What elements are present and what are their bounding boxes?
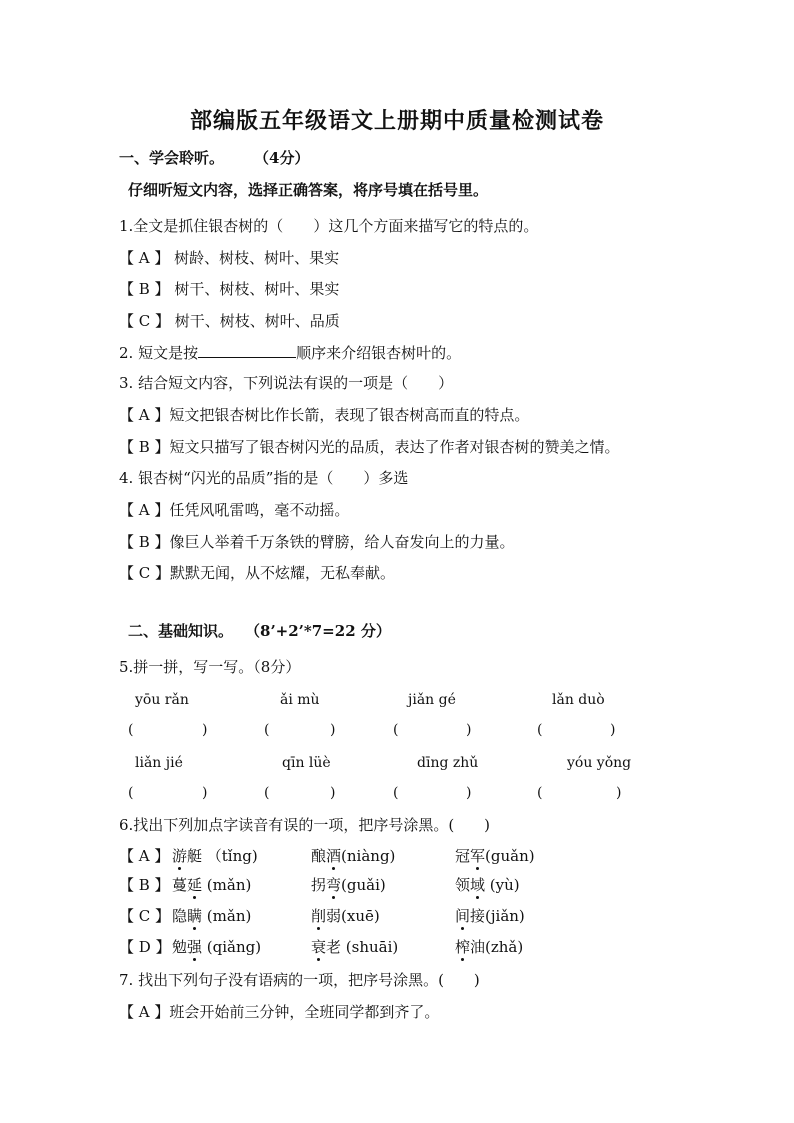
question-2-before: 2. 短文是按 <box>119 344 199 362</box>
question-1: 1.全文是抓住银杏树的（ ）这几个方面来描写它的特点的。 <box>119 217 539 235</box>
question-6-word <box>311 875 386 895</box>
word-text: 接(jiǎn) <box>470 907 525 925</box>
question-6-option-label: 【 B 】 <box>119 876 170 894</box>
question-1-option-b: 【 B 】 树干、树枝、树叶、果实 <box>119 280 340 298</box>
question-6-word <box>172 875 251 895</box>
word-text: (guǎn) <box>485 847 535 865</box>
dotted-character: 间 <box>455 907 471 925</box>
question-4-option-c: 【 C 】默默无闻，从不炫耀，无私奉献。 <box>119 564 396 582</box>
answer-box-open: ( <box>393 722 399 738</box>
dotted-character: 弯 <box>326 876 342 894</box>
question-6-option-label: 【 A 】 <box>119 847 170 865</box>
dotted-character: 榨 <box>455 938 471 956</box>
pinyin-5: liǎn jié <box>135 755 183 771</box>
dotted-character: 游 <box>172 847 188 865</box>
question-6-word <box>455 937 523 957</box>
question-6: 6.找出下列加点字读音有误的一项，把序号涂黑。( ) <box>119 816 491 834</box>
word-text: 蔓 <box>172 876 188 894</box>
answer-box-open: ( <box>393 785 399 801</box>
answer-box-open: ( <box>264 785 270 801</box>
question-6-word <box>172 937 261 957</box>
question-4-option-a: 【 A 】任凭风吼雷鸣，毫不动摇。 <box>119 501 350 519</box>
word-text: 弱(xuē) <box>326 907 380 925</box>
question-6-word <box>455 906 525 926</box>
question-6-word <box>455 875 520 895</box>
question-6-word <box>311 906 380 926</box>
word-text: 领 <box>455 876 471 894</box>
word-text: 拐 <box>311 876 327 894</box>
dotted-character: 衰 <box>311 938 327 956</box>
dotted-character: 军 <box>470 847 486 865</box>
section-2-title: 二、基础知识。 <box>128 622 234 640</box>
question-3-option-b: 【 B 】短文只描写了银杏树闪光的品质，表达了作者对银杏树的赞美之情。 <box>119 438 620 456</box>
pinyin-3: jiǎn gé <box>408 692 456 708</box>
dotted-character: 削 <box>311 907 327 925</box>
question-6-word <box>455 846 535 866</box>
answer-box-close: ) <box>616 785 622 801</box>
dotted-character: 瞒 <box>187 907 203 925</box>
dotted-character: 强 <box>187 938 203 956</box>
word-text: 艇 （tǐng) <box>187 847 258 865</box>
answer-box-close: ) <box>466 722 472 738</box>
word-text: 隐 <box>172 907 188 925</box>
pinyin-4: lǎn duò <box>552 692 605 708</box>
answer-box-close: ) <box>610 722 616 738</box>
question-3-option-a: 【 A 】短文把银杏树比作长箭，表现了银杏树高而直的特点。 <box>119 406 530 424</box>
answer-box-open: ( <box>537 785 543 801</box>
question-2-after: 顺序来介绍银杏树叶的。 <box>296 344 462 362</box>
dotted-character: 酒 <box>326 847 342 865</box>
pinyin-1: yōu rǎn <box>135 692 189 708</box>
question-1-option-a: 【 A 】 树龄、树枝、树叶、果实 <box>119 249 340 267</box>
answer-box-open: ( <box>128 722 134 738</box>
dotted-character: 延 <box>187 876 203 894</box>
question-6-option-label: 【 C 】 <box>119 907 171 925</box>
word-text: (yù) <box>485 876 520 894</box>
answer-box-open: ( <box>264 722 270 738</box>
answer-box-close: ) <box>466 785 472 801</box>
answer-box-close: ) <box>202 722 208 738</box>
word-text: 老 (shuāi) <box>326 938 399 956</box>
question-7-option-a: 【 A 】班会开始前三分钟，全班同学都到齐了。 <box>119 1003 440 1021</box>
answer-box-open: ( <box>128 785 134 801</box>
pinyin-2: ǎi mù <box>280 692 320 708</box>
word-text: (guǎi) <box>341 876 386 894</box>
question-4-option-b: 【 B 】像巨人举着千万条铁的臂膀，给人奋发向上的力量。 <box>119 533 515 551</box>
question-5: 5.拼一拼，写一写。（8分） <box>119 658 301 676</box>
pinyin-8: yóu yǒng <box>567 755 632 771</box>
word-text: (niàng) <box>341 847 396 865</box>
question-6-word <box>311 937 398 957</box>
dotted-character: 域 <box>470 876 486 894</box>
question-6-word <box>311 846 395 866</box>
question-7: 7. 找出下列句子没有语病的一项，把序号涂黑。( ) <box>119 971 480 989</box>
answer-box-close: ) <box>330 785 336 801</box>
word-text: 酿 <box>311 847 327 865</box>
word-text: 冠 <box>455 847 471 865</box>
word-text: 油(zhǎ) <box>470 938 524 956</box>
question-6-option-label: 【 D 】 <box>119 938 171 956</box>
word-text: (mǎn) <box>202 907 252 925</box>
section-1-heading <box>119 148 309 168</box>
page-title: 部编版五年级语文上册期中质量检测试卷 <box>189 108 604 134</box>
answer-box-close: ) <box>330 722 336 738</box>
question-2 <box>119 342 461 363</box>
answer-box-open: ( <box>537 722 543 738</box>
pinyin-6: qīn lüè <box>282 755 331 771</box>
section-1-instruction: 仔细听短文内容，选择正确答案，将序号填在括号里。 <box>128 181 489 199</box>
word-text: (qiǎng) <box>202 938 262 956</box>
answer-box-close: ) <box>202 785 208 801</box>
word-text: 勉 <box>172 938 188 956</box>
word-text: (mǎn) <box>202 876 252 894</box>
question-6-word <box>172 846 258 866</box>
answer-blank <box>198 342 296 358</box>
question-3: 3. 结合短文内容，下列说法有误的一项是（ ） <box>119 374 454 392</box>
question-6-word <box>172 906 251 926</box>
pinyin-7: dīng zhǔ <box>417 755 479 771</box>
question-1-option-c: 【 C 】 树干、树枝、树叶、品质 <box>119 312 340 330</box>
question-4: 4. 银杏树“闪光的品质”指的是（ ）多选 <box>119 469 409 487</box>
section-1-title: 一、学会聆听。 <box>119 149 225 167</box>
section-2-score: （8’+2’*7=22 分） <box>245 622 391 640</box>
section-1-score: （4分） <box>254 149 310 167</box>
section-2-heading <box>128 621 391 641</box>
